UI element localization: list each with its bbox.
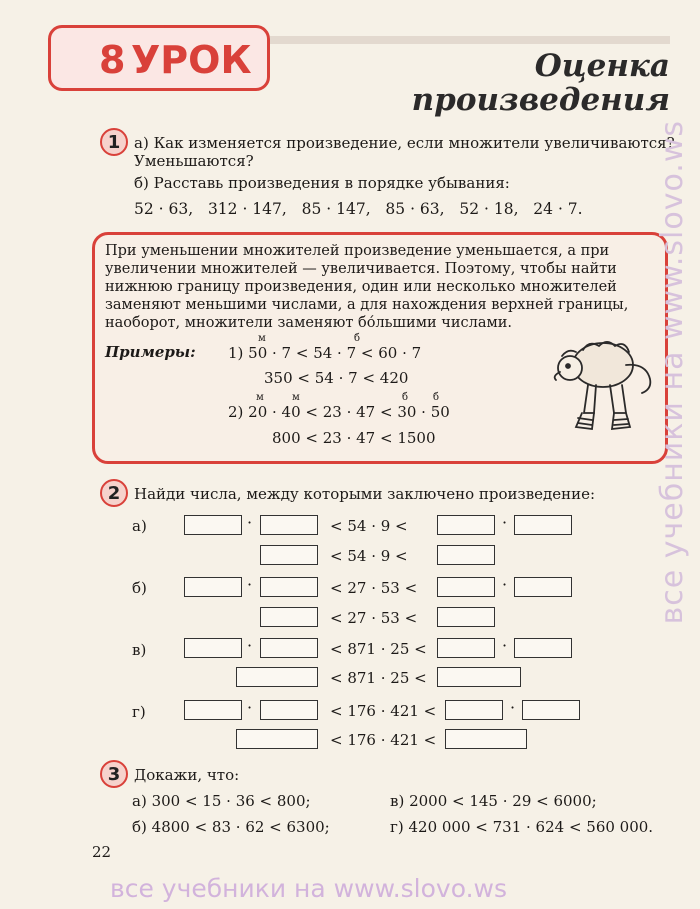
multiply-dot: · xyxy=(502,636,508,655)
answer-box[interactable] xyxy=(437,667,521,687)
answer-box[interactable] xyxy=(184,515,242,535)
product-item: 52 · 63, xyxy=(134,200,194,218)
answer-box[interactable] xyxy=(236,667,318,687)
multiply-dot: · xyxy=(510,698,516,717)
mark-b: б xyxy=(354,333,361,344)
boy-illustration xyxy=(548,330,658,440)
answer-box[interactable] xyxy=(514,577,572,597)
row-label: в) xyxy=(132,641,147,659)
row-expression: < 871 · 25 < xyxy=(330,640,427,658)
task-number-2: 2 xyxy=(100,479,128,507)
task-number-3: 3 xyxy=(100,760,128,788)
task1-products xyxy=(134,199,583,219)
example-1-line1: 1) 50 · 7 < 54 · 7 < 60 · 7 xyxy=(228,344,422,362)
row-expression: < 54 · 9 < xyxy=(330,517,408,535)
rule-line: заменяют меньшими числами, а для нахождения верхней границы, xyxy=(105,297,629,313)
row-label: а) xyxy=(132,517,147,535)
task1-question-a-cont: Уменьшаются? xyxy=(134,152,254,170)
rule-line: При уменьшении множителей произведение уменьшается, а при xyxy=(105,243,610,259)
header-strip xyxy=(270,36,670,44)
watermark-side: все учебники на www.slovo.ws xyxy=(655,120,690,625)
row-expression: < 54 · 9 < xyxy=(330,547,408,565)
answer-box[interactable] xyxy=(236,729,318,749)
product-item: 52 · 18, xyxy=(459,200,519,218)
mark-m: м xyxy=(256,392,264,403)
task3-item: г) 420 000 < 731 · 624 < 560 000. xyxy=(390,818,654,836)
page-title-line1: Оценка xyxy=(534,48,670,84)
product-item: 24 · 7. xyxy=(533,200,583,218)
lesson-number: 8 xyxy=(99,38,126,82)
answer-box[interactable] xyxy=(445,729,527,749)
product-item: 85 · 147, xyxy=(301,200,371,218)
multiply-dot: · xyxy=(247,636,253,655)
multiply-dot: · xyxy=(247,513,253,532)
answer-box[interactable] xyxy=(437,515,495,535)
answer-box[interactable] xyxy=(260,638,318,658)
task2-text: Найди числа, между которыми заключено произведение: xyxy=(134,485,596,503)
row-expression: < 176 · 421 < xyxy=(330,731,437,749)
multiply-dot: · xyxy=(502,575,508,594)
product-item: 85 · 63, xyxy=(385,200,445,218)
example-2-line1: 2) 20 · 40 < 23 · 47 < 30 · 50 xyxy=(228,403,450,421)
task3-text: Докажи, что: xyxy=(134,766,240,784)
answer-box[interactable] xyxy=(260,700,318,720)
row-label: б) xyxy=(132,579,147,597)
lesson-word: УРОК xyxy=(131,38,252,82)
task3-item: а) 300 < 15 · 36 < 800; xyxy=(132,792,311,810)
task1-question-b: б) Расставь произведения в порядке убывания: xyxy=(134,174,510,192)
answer-box[interactable] xyxy=(260,577,318,597)
answer-box[interactable] xyxy=(437,545,495,565)
mark-m: м xyxy=(292,392,300,403)
answer-box[interactable] xyxy=(184,577,242,597)
answer-box[interactable] xyxy=(260,607,318,627)
answer-box[interactable] xyxy=(184,638,242,658)
row-expression: < 27 · 53 < xyxy=(330,579,418,597)
answer-box[interactable] xyxy=(437,638,495,658)
rule-line: увеличении множителей — увеличивается. Поэтому, чтобы найти xyxy=(105,261,617,277)
answer-box[interactable] xyxy=(260,515,318,535)
mark-b: б xyxy=(402,392,409,403)
row-label: г) xyxy=(132,703,146,721)
row-expression: < 176 · 421 < xyxy=(330,702,437,720)
answer-box[interactable] xyxy=(514,515,572,535)
task3-item: в) 2000 < 145 · 29 < 6000; xyxy=(390,792,597,810)
task3-item: б) 4800 < 83 · 62 < 6300; xyxy=(132,818,330,836)
answer-box[interactable] xyxy=(514,638,572,658)
page-number: 22 xyxy=(92,843,112,861)
examples-label: Примеры: xyxy=(105,343,196,361)
product-item: 312 · 147, xyxy=(207,200,287,218)
multiply-dot: · xyxy=(247,698,253,717)
answer-box[interactable] xyxy=(260,545,318,565)
lesson-badge xyxy=(48,25,270,91)
mark-b: б xyxy=(433,392,440,403)
page-title-line2: произведения xyxy=(411,82,670,118)
rule-text xyxy=(105,242,660,332)
rule-line: наоборот, множители заменяют бо́льшими числами. xyxy=(105,315,513,331)
mark-m: м xyxy=(258,333,266,344)
task1-question-a: а) Как изменяется произведение, если множители увеличиваются? xyxy=(134,134,675,152)
answer-box[interactable] xyxy=(437,607,495,627)
answer-box[interactable] xyxy=(184,700,242,720)
example-2-line2: 800 < 23 · 47 < 1500 xyxy=(272,429,436,447)
answer-box[interactable] xyxy=(522,700,580,720)
answer-box[interactable] xyxy=(445,700,503,720)
watermark-bottom: все учебники на www.slovo.ws xyxy=(110,874,507,903)
multiply-dot: · xyxy=(247,575,253,594)
task-number-1: 1 xyxy=(100,128,128,156)
answer-box[interactable] xyxy=(437,577,495,597)
example-1-line2: 350 < 54 · 7 < 420 xyxy=(264,369,409,387)
multiply-dot: · xyxy=(502,513,508,532)
row-expression: < 27 · 53 < xyxy=(330,609,418,627)
row-expression: < 871 · 25 < xyxy=(330,669,427,687)
rule-line: нижнюю границу произведения, один или несколько множителей xyxy=(105,279,617,295)
